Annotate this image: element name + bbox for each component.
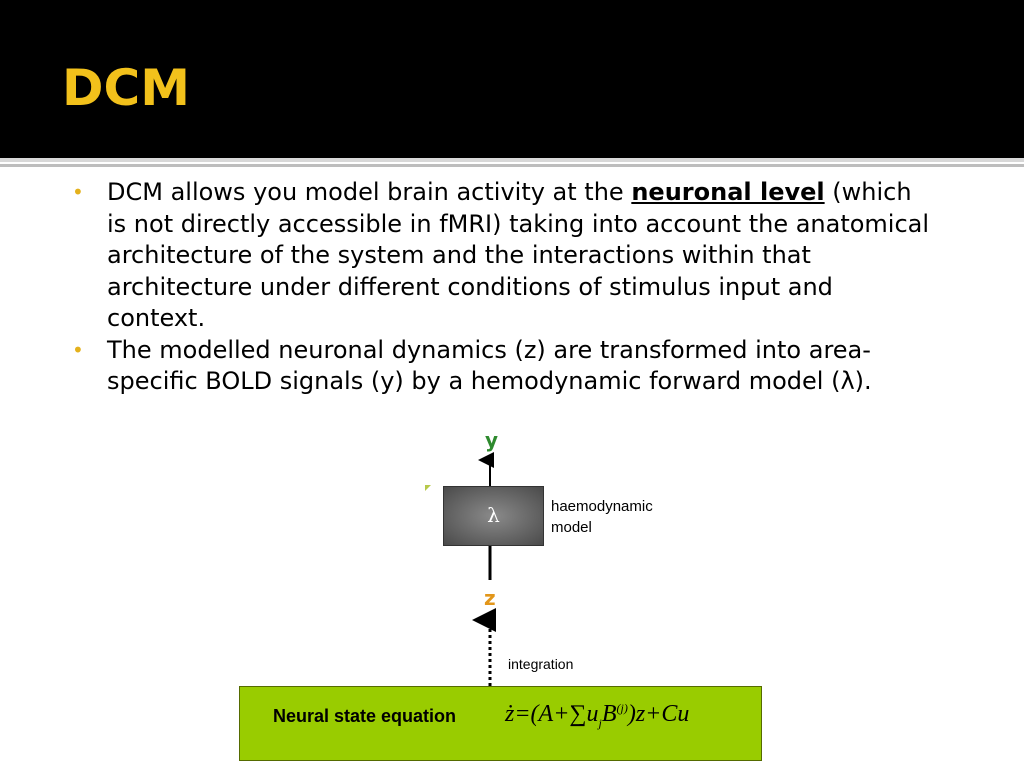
equation-label: Neural state equation xyxy=(273,706,457,726)
bullet-text: The modelled neuronal dynamics (z) are transformed into area-specific BOLD signals (y) by a hemodynamic forward model (λ). xyxy=(107,335,872,395)
neural-state-equation-box xyxy=(239,686,762,761)
haemodynamic-model-box xyxy=(443,486,544,546)
corner-marker xyxy=(425,485,431,491)
equation-formula: $ż=(A+\sum u_jB^{(j)})z+Cu$ xyxy=(505,701,690,730)
haemodynamic-model-caption: haemodynamic model xyxy=(551,498,653,536)
lambda-symbol: λ xyxy=(487,503,500,527)
keyword-neuronal-level: neuronal level xyxy=(631,178,825,206)
bullet-text-start: DCM allows you model brain activity at the xyxy=(107,178,632,206)
output-y-label: y xyxy=(485,428,499,452)
bullet-icon: • xyxy=(72,337,84,362)
slide-title: DCM xyxy=(62,59,190,117)
bullet-text-end: (which is not directly accessible in fMRI) taking into account the anatomical architecture of the system and the interactions within that architecture under different conditions of stimulus input and context. xyxy=(107,178,930,332)
state-z-label: z xyxy=(484,586,496,610)
bullet-icon: • xyxy=(72,180,84,204)
integration-label: integration xyxy=(508,656,574,672)
